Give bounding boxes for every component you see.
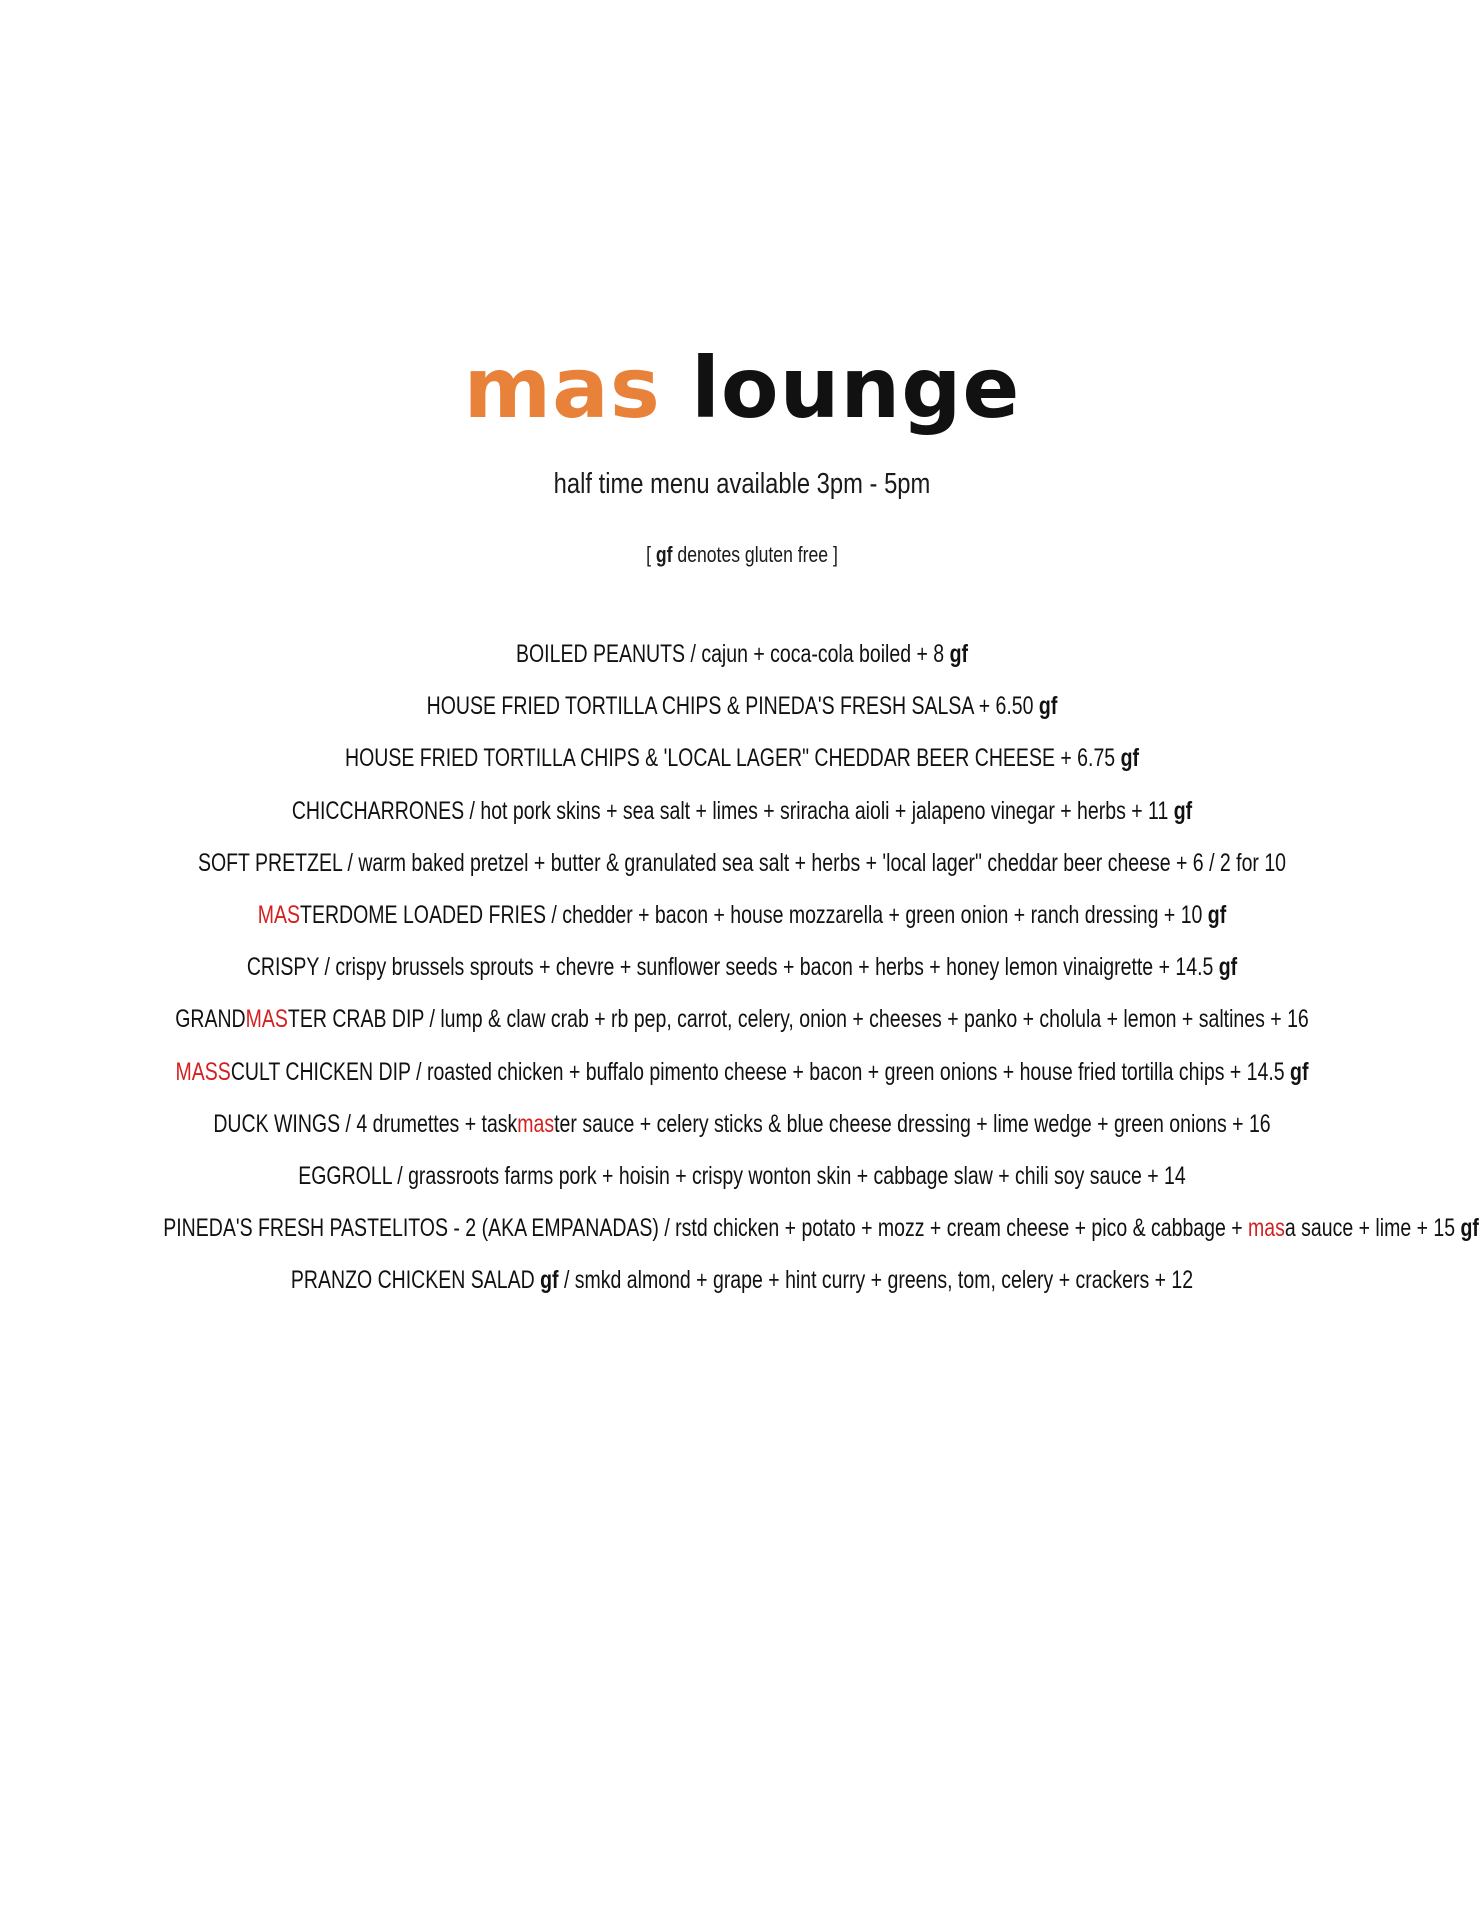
item-desc-prefix: / 4 drumettes + task [340,1109,518,1138]
item-name: PRANZO CHICKEN SALAD [290,1266,541,1295]
item-desc: / hot pork skins + sea salt + limes + sriracha aioli + jalapeno vinegar + herbs + 11 [464,796,1174,825]
item-name: TER CRAB DIP [287,1005,425,1034]
note-open: [ [646,542,656,567]
item-desc: a sauce + lime + 15 [1284,1214,1461,1243]
menu-item [163,993,1321,1045]
menu-item [163,889,1321,941]
item-name: DUCK WINGS [213,1109,341,1138]
item-desc: / smkd almond + grape + hint curry + greens, tom, celery + crackers + 12 [558,1266,1194,1295]
menu-item [163,941,1321,993]
menu-item [163,785,1321,837]
gf-marker: gf [540,1266,559,1295]
item-name: CHICCHARRONES [291,796,465,825]
item-name-highlight: MAS [257,900,301,929]
menu-item [163,837,1321,889]
item-desc-highlight: mas [517,1109,555,1138]
item-name: CULT CHICKEN DIP [230,1057,411,1086]
item-desc-highlight: mas [1248,1214,1285,1243]
item-name: BOILED PEANUTS [516,640,686,668]
menu-items [0,628,1484,1306]
gf-marker: gf [1218,953,1238,982]
item-desc: / cajun + coca-cola boiled + 8 [685,640,950,668]
item-name-prefix: GRAND [175,1005,246,1034]
item-name: SOFT PRETZEL [197,848,343,877]
item-desc: / lump & claw crab + rb pep, carrot, celery, onion + cheeses + panko + cholula + lemon + saltines + 16 [424,1005,1309,1034]
item-desc: + 6.75 [1054,744,1121,773]
note-gf: gf [655,542,673,567]
title-word-mas: mas [463,339,661,437]
item-desc: / roasted chicken + buffalo pimento cheese + bacon + green onions + house fried tortilla chips + 14.5 [410,1057,1291,1086]
menu-item [163,1098,1321,1150]
menu-item [163,1046,1321,1098]
item-desc: + 6.50 [973,692,1039,721]
gf-marker: gf [1460,1214,1479,1243]
gf-marker: gf [1290,1057,1309,1086]
menu-item [163,1150,1321,1202]
item-name: HOUSE FRIED TORTILLA CHIPS & PINEDA'S FRESH SALSA [426,692,974,721]
title-word-lounge: lounge [691,339,1021,437]
item-desc-prefix: / rstd chicken + potato + mozz + cream cheese + pico & cabbage + [658,1214,1249,1243]
item-name-highlight: MASS [175,1057,231,1086]
item-desc: ter sauce + celery sticks & blue cheese dressing + lime wedge + green onions + 16 [554,1109,1271,1138]
item-desc: / warm baked pretzel + butter & granulated sea salt + herbs + 'local lager" cheddar beer cheese + 6 / 2 for 10 [342,848,1287,877]
page-title [0,338,1484,438]
gf-marker: gf [1207,900,1227,929]
gf-marker: gf [1120,744,1139,773]
gluten-free-note [148,542,1335,568]
menu-item [163,1254,1321,1306]
item-name: PINEDA'S FRESH PASTELITOS - 2 (AKA EMPANADAS) [163,1214,659,1243]
item-desc: / chedder + bacon + house mozzarella + green onion + ranch dressing + 10 [545,900,1208,929]
item-name: EGGROLL [298,1161,392,1190]
item-name: HOUSE FRIED TORTILLA CHIPS & 'LOCAL LAGER" CHEDDAR BEER CHEESE [345,744,1055,773]
menu-item [163,680,1321,732]
item-name: CRISPY [246,953,320,982]
gf-marker: gf [1173,796,1193,825]
menu-item [163,628,1321,680]
gf-marker: gf [949,640,968,668]
note-rest: denotes gluten free ] [672,542,838,567]
menu-availability: half time menu available 3pm - 5pm [553,468,931,500]
item-desc: / crispy brussels sprouts + chevre + sunflower seeds + bacon + herbs + honey lemon vinaigrette + 14.5 [319,953,1219,982]
gf-marker: gf [1038,692,1058,721]
item-desc: / grassroots farms pork + hoisin + crispy wonton skin + cabbage slaw + chili soy sauce + 14 [391,1161,1186,1190]
item-name: TERDOME LOADED FRIES [300,900,546,929]
item-name-highlight: MAS [245,1005,288,1034]
menu-item [163,1202,1479,1254]
menu-item [163,732,1321,784]
